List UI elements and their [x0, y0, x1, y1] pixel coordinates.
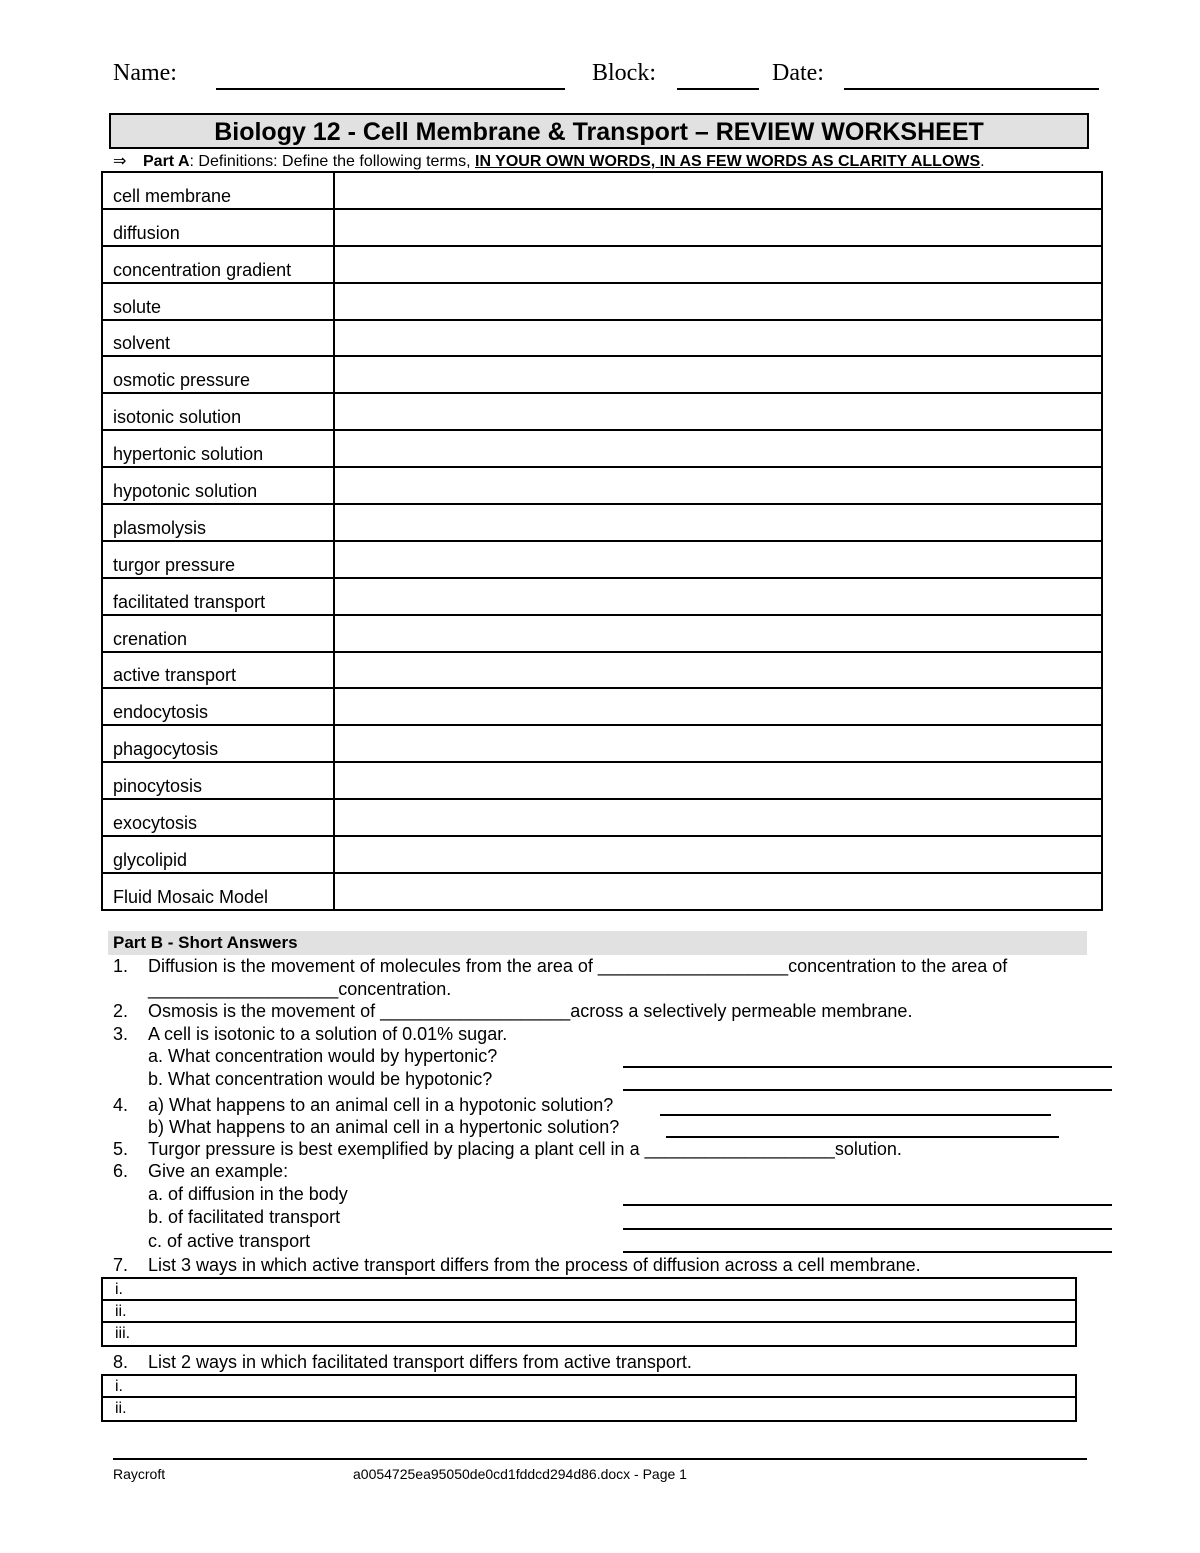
q3-text: A cell is isotonic to a solution of 0.01% sugar. — [148, 1024, 508, 1044]
definition-answer-cell[interactable] — [334, 799, 1102, 836]
definition-row — [102, 615, 1102, 652]
definition-row — [102, 725, 1102, 762]
q8-text: List 2 ways in which facilitated transport differs from active transport. — [148, 1352, 692, 1372]
q2-blank[interactable]: ___________________ — [380, 1001, 571, 1021]
q2-text-b: across a selectively permeable membrane. — [570, 1001, 913, 1021]
q6c-answer-line[interactable] — [623, 1251, 1112, 1253]
q6b-answer-line[interactable] — [623, 1228, 1112, 1230]
term-cell: endocytosis — [102, 688, 334, 725]
definition-answer-cell[interactable] — [334, 209, 1102, 246]
definition-row — [102, 688, 1102, 725]
q5-text — [148, 1139, 902, 1160]
q1-text-b: concentration to the area of — [788, 956, 1008, 976]
definition-row — [102, 172, 1102, 209]
definition-answer-cell[interactable] — [334, 356, 1102, 393]
q4b-answer-line[interactable] — [666, 1136, 1059, 1138]
definition-answer-cell[interactable] — [334, 541, 1102, 578]
q7-answer-row-1[interactable]: i. — [103, 1279, 1075, 1301]
q7-answer-row-3[interactable]: iii. — [115, 1325, 131, 1342]
term-cell: glycolipid — [102, 836, 334, 873]
definition-answer-cell[interactable] — [334, 393, 1102, 430]
q8-answer-row-2[interactable]: ii. — [115, 1400, 127, 1417]
name-label: Name: — [113, 60, 177, 86]
term-cell: hypertonic solution — [102, 430, 334, 467]
block-field[interactable] — [677, 88, 759, 90]
definition-answer-cell[interactable] — [334, 578, 1102, 615]
worksheet-title: Biology 12 - Cell Membrane & Transport – REVIEW WORKSHEET — [109, 113, 1089, 149]
q6a-answer-line[interactable] — [623, 1204, 1112, 1206]
definition-answer-cell[interactable] — [334, 688, 1102, 725]
definition-row — [102, 393, 1102, 430]
term-cell: osmotic pressure — [102, 356, 334, 393]
q4b-text: b) What happens to an animal cell in a hypertonic solution? — [148, 1117, 620, 1137]
footer-divider — [113, 1458, 1087, 1460]
term-cell: cell membrane — [102, 172, 334, 209]
q4a-answer-line[interactable] — [660, 1114, 1051, 1116]
part-a-text: : Definitions: Define the following terms, — [189, 153, 475, 170]
definition-answer-cell[interactable] — [334, 246, 1102, 283]
definition-row — [102, 578, 1102, 615]
q8-number: 8. — [113, 1352, 129, 1372]
q3-number: 3. — [113, 1024, 129, 1044]
q8-answer-box — [101, 1374, 1077, 1422]
q3b-answer-line[interactable] — [623, 1089, 1112, 1091]
term-cell: hypotonic solution — [102, 467, 334, 504]
q7-answer-box — [101, 1277, 1077, 1347]
definition-answer-cell[interactable] — [334, 652, 1102, 689]
definition-row — [102, 430, 1102, 467]
q4a-text: a) What happens to an animal cell in a hypotonic solution? — [148, 1095, 614, 1115]
q1-text-cont — [148, 979, 451, 1000]
q1-text — [148, 956, 1007, 977]
definition-answer-cell[interactable] — [334, 504, 1102, 541]
term-cell: solute — [102, 283, 334, 320]
term-cell: facilitated transport — [102, 578, 334, 615]
q5-text-b: solution. — [834, 1139, 902, 1159]
definition-row — [102, 504, 1102, 541]
q6-text: Give an example: — [148, 1161, 289, 1181]
part-b-title: Part B - Short Answers — [113, 933, 298, 952]
q1-text-a: Diffusion is the movement of molecules from the area of — [148, 956, 598, 976]
q3b-text: b. What concentration would be hypotonic? — [148, 1069, 493, 1089]
term-cell: diffusion — [102, 209, 334, 246]
term-cell: crenation — [102, 615, 334, 652]
date-label: Date: — [772, 60, 824, 86]
definition-row — [102, 283, 1102, 320]
name-field[interactable] — [216, 88, 565, 90]
q1-blank-2[interactable]: ___________________ — [148, 979, 339, 999]
definition-row — [102, 762, 1102, 799]
term-cell: isotonic solution — [102, 393, 334, 430]
q4-number: 4. — [113, 1095, 129, 1115]
q5-blank[interactable]: ___________________ — [644, 1139, 835, 1159]
definition-row — [102, 541, 1102, 578]
q6c-text: c. of active transport — [148, 1231, 311, 1251]
block-label: Block: — [592, 60, 656, 86]
q6-number: 6. — [113, 1161, 129, 1181]
definition-row — [102, 246, 1102, 283]
definition-answer-cell[interactable] — [334, 615, 1102, 652]
definitions-table — [101, 171, 1103, 911]
definition-answer-cell[interactable] — [334, 762, 1102, 799]
term-cell: exocytosis — [102, 799, 334, 836]
definition-answer-cell[interactable] — [334, 172, 1102, 209]
q1-blank-1[interactable]: ___________________ — [597, 956, 789, 976]
q7-text: List 3 ways in which active transport differs from the process of diffusion across a cell membrane. — [148, 1255, 921, 1275]
definition-row — [102, 873, 1102, 910]
term-cell: plasmolysis — [102, 504, 334, 541]
q2-text — [148, 1001, 912, 1022]
footer-author: Raycroft — [113, 1466, 166, 1482]
definition-answer-cell[interactable] — [334, 725, 1102, 762]
q5-text-a: Turgor pressure is best exemplified by placing a plant cell in a — [148, 1139, 645, 1159]
q6a-text: a. of diffusion in the body — [148, 1184, 348, 1204]
date-field[interactable] — [844, 88, 1099, 90]
arrow-icon: ⇒ — [113, 153, 127, 170]
q2-text-a: Osmosis is the movement of — [148, 1001, 381, 1021]
footer-file-info: a0054725ea95050de0cd1fddcd294d86.docx - Page 1 — [353, 1466, 687, 1482]
definition-answer-cell[interactable] — [334, 836, 1102, 873]
q1-text-c: concentration. — [338, 979, 452, 999]
definition-answer-cell[interactable] — [334, 430, 1102, 467]
term-cell: turgor pressure — [102, 541, 334, 578]
definition-answer-cell[interactable] — [334, 873, 1102, 910]
definition-row — [102, 799, 1102, 836]
part-a-label: Part A — [143, 153, 190, 170]
definition-row — [102, 836, 1102, 873]
definition-answer-cell[interactable] — [334, 320, 1102, 357]
q6b-text: b. of facilitated transport — [148, 1207, 341, 1227]
definition-row — [102, 356, 1102, 393]
term-cell: pinocytosis — [102, 762, 334, 799]
definition-row — [102, 209, 1102, 246]
definition-row — [102, 652, 1102, 689]
term-cell: Fluid Mosaic Model — [102, 873, 334, 910]
term-cell: active transport — [102, 652, 334, 689]
term-cell: solvent — [102, 320, 334, 357]
definition-answer-cell[interactable] — [334, 283, 1102, 320]
q1-number: 1. — [113, 956, 129, 976]
part-a-end: . — [980, 153, 985, 170]
q3a-text: a. What concentration would by hypertonic? — [148, 1046, 498, 1066]
q5-number: 5. — [113, 1139, 129, 1159]
term-cell: concentration gradient — [102, 246, 334, 283]
q7-answer-row-2[interactable]: ii. — [103, 1301, 1075, 1323]
part-a-emphasis: IN YOUR OWN WORDS, IN AS FEW WORDS AS CLARITY ALLOWS — [475, 153, 981, 170]
q2-number: 2. — [113, 1001, 129, 1021]
definition-row — [102, 467, 1102, 504]
part-a-instruction — [113, 151, 985, 171]
q7-number: 7. — [113, 1255, 129, 1275]
term-cell: phagocytosis — [102, 725, 334, 762]
definition-row — [102, 320, 1102, 357]
definition-answer-cell[interactable] — [334, 467, 1102, 504]
q3a-answer-line[interactable] — [623, 1066, 1112, 1068]
q8-answer-row-1[interactable]: i. — [103, 1376, 1075, 1398]
